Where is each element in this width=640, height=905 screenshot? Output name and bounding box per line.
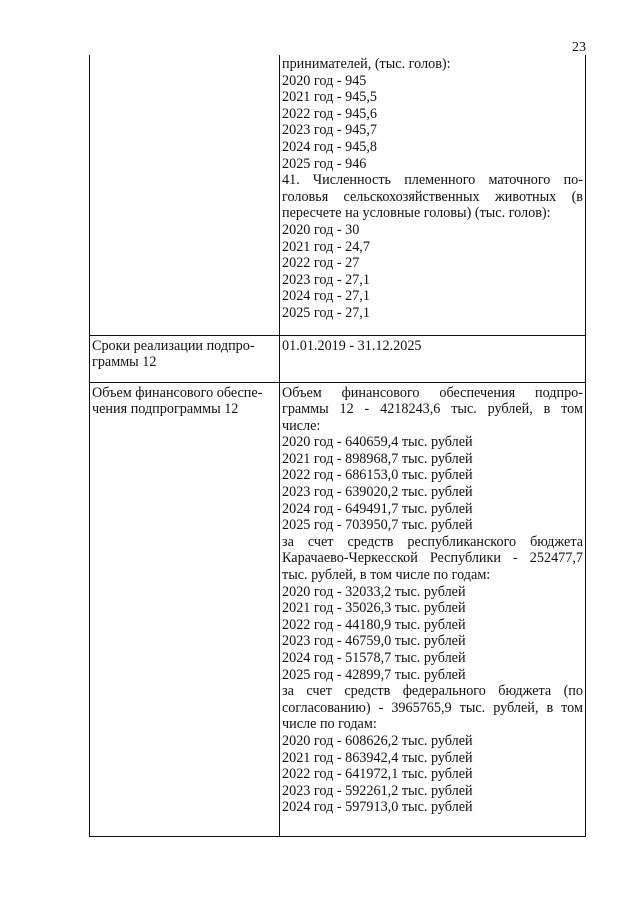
content-line: 2023 год - 639020,2 тыс. рублей [282, 484, 473, 501]
content-line: 2025 год - 946 [282, 155, 367, 172]
content-line: 2021 год - 898968,7 тыс. рублей [282, 450, 473, 467]
content-line: 2020 год - 608626,2 тыс. рублей [282, 732, 473, 749]
page-number: 23 [572, 40, 586, 55]
row-content-cell [280, 335, 586, 382]
row-label-cell [90, 335, 280, 382]
content-line: 2023 год - 46759,0 тыс. рублей [282, 633, 466, 650]
content-line: 2020 год - 32033,2 тыс. рублей [282, 583, 466, 600]
content-line: тыс. рублей, в том числе по годам: [282, 567, 491, 584]
content-line: пересчете на условные головы) (тыс. голов): [282, 205, 551, 222]
content-line: 2024 год - 27,1 [282, 288, 370, 305]
row-label-cell [90, 382, 280, 836]
content-line: числе: [282, 417, 321, 434]
label-line: Объем финансового обеспе- [92, 384, 263, 401]
content-line: согласованию) - 3965765,9 тыс. рублей, в том [282, 699, 583, 716]
content-line: 41. Численность племенного маточного по- [282, 172, 583, 189]
row-label [92, 338, 277, 371]
content-line: головья сельскохозяйственных животных (в [282, 188, 583, 205]
content-line: Объем финансового обеспечения подпро- [282, 384, 583, 401]
content-line: 2021 год - 24,7 [282, 238, 370, 255]
content-line: 2025 год - 42899,7 тыс. рублей [282, 666, 466, 683]
content-line: числе по годам: [282, 716, 377, 733]
content-line: 2024 год - 597913,0 тыс. рублей [282, 799, 473, 816]
row-content-cell [280, 382, 586, 836]
row-content [282, 338, 583, 355]
content-line: 2021 год - 35026,3 тыс. рублей [282, 600, 466, 617]
content-line: 2020 год - 30 [282, 221, 360, 238]
content-line: 2022 год - 945,6 [282, 105, 378, 122]
content-line: 2022 год - 641972,1 тыс. рублей [282, 766, 473, 783]
content-line: 2024 год - 945,8 [282, 138, 378, 155]
passport-table [89, 55, 586, 837]
content-line: граммы 12 - 4218243,6 тыс. рублей, в том [282, 401, 583, 418]
content-line: 2023 год - 945,7 [282, 122, 378, 139]
content-line: 2021 год - 863942,4 тыс. рублей [282, 749, 473, 766]
content-line: 2022 год - 44180,9 тыс. рублей [282, 616, 466, 633]
content-line: 2023 год - 592261,2 тыс. рублей [282, 782, 473, 799]
row-content-cell [280, 55, 586, 335]
row-content [282, 385, 583, 816]
content-line: 01.01.2019 - 31.12.2025 [282, 337, 422, 354]
content-line: 2025 год - 27,1 [282, 304, 370, 321]
label-line: граммы 12 [92, 354, 157, 371]
content-line: принимателей, (тыс. голов): [282, 56, 451, 72]
content-line: 2024 год - 649491,7 тыс. рублей [282, 500, 473, 517]
label-line: чения подпрограммы 12 [92, 401, 239, 418]
content-line: 2024 год - 51578,7 тыс. рублей [282, 650, 466, 666]
content-line: 2021 год - 945,5 [282, 89, 378, 106]
table-row [90, 382, 586, 836]
row-content [282, 56, 583, 322]
content-line: 2022 год - 27 [282, 255, 360, 272]
row-label-cell [90, 55, 280, 335]
table-row [90, 55, 586, 335]
content-line: 2020 год - 640659,4 тыс. рублей [282, 434, 473, 451]
content-line: 2022 год - 686153,0 тыс. рублей [282, 467, 473, 484]
table-row [90, 335, 586, 382]
label-line: Сроки реализации подпро- [92, 337, 255, 354]
content-line: 2020 год - 945 [282, 72, 367, 89]
content-line: за счет средств республиканского бюджета [282, 533, 583, 550]
content-line: 2023 год - 27,1 [282, 271, 370, 288]
content-line: Карачаево-Черкесской Республики - 252477,7 [282, 550, 583, 567]
content-line: 2025 год - 703950,7 тыс. рублей [282, 517, 473, 534]
content-line: за счет средств федерального бюджета (по [282, 683, 583, 700]
row-label [92, 385, 277, 418]
